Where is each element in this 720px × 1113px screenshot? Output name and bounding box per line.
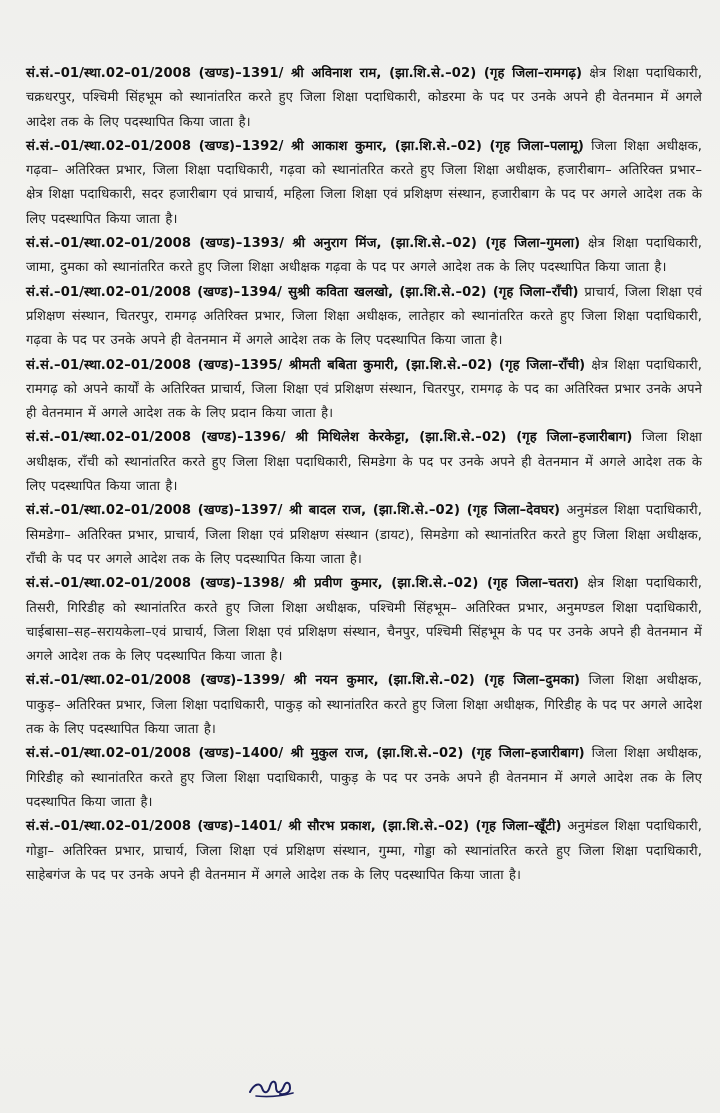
signature-mark (246, 1072, 298, 1100)
order-text: अनुमंडल शिक्षा पदाधिकारी, सिमडेगा– अतिरिक्त प्रभार, प्राचार्य, जिला शिक्षा एवं प्रशिक्षण संस्थान (डायट), सिमडेगा को स्थानांतरित करते हुए जिला शिक्षा अधीक्षक, राँची के पद पर अगले आदेश तक के लिए पदस्थापित किया जाता है। (26, 503, 702, 567)
order-heading: सं.सं.–01/स्था.02–01/2008 (खण्ड)–1392/ श्री आकाश कुमार, (झा.शि.से.–02) (गृह जिला–पलामू) (26, 138, 584, 154)
order-heading: सं.सं.–01/स्था.02–01/2008 (खण्ड)–1401/ श्री सौरभ प्रकाश, (झा.शि.से.–02) (गृह जिला–खूँटी) (26, 819, 562, 835)
order-1391 (26, 62, 702, 135)
order-heading: सं.सं.–01/स्था.02–01/2008 (खण्ड)–1397/ श्री बादल राज, (झा.शि.से.–02) (गृह जिला–देवघर) (26, 503, 561, 519)
order-heading: सं.सं.–01/स्था.02–01/2008 (खण्ड)–1396/ श्री मिथिलेश केरकेट्टा, (झा.शि.से.–02) (गृह जिला–हजारीबाग) (26, 430, 633, 446)
order-1401 (26, 815, 702, 888)
order-1397 (26, 499, 702, 572)
order-text: अनुमंडल शिक्षा पदाधिकारी, गोड्डा– अतिरिक्त प्रभार, प्राचार्य, जिला शिक्षा एवं प्रशिक्षण संस्थान, गुम्मा, गोड्डा को स्थानांतरित करते हुए जिला शिक्षा पदाधिकारी, साहेबगंज के पद पर उनके अपने ही वेतनमान में अगले आदेश तक के लिए पदस्थापित किया जाता है। (26, 819, 703, 883)
order-1392 (26, 135, 702, 232)
order-1395 (26, 354, 702, 427)
order-heading: सं.सं.–01/स्था.02–01/2008 (खण्ड)–1394/ सुश्री कविता खलखो, (झा.शि.से.–02) (गृह जिला–राँची) (26, 284, 579, 300)
order-text: प्राचार्य, जिला शिक्षा एवं प्रशिक्षण संस्थान, चितरपुर, रामगढ़ अतिरिक्त प्रभार, जिला शिक्षा अधीक्षक, लातेहार को स्थानांतरित करते हुए जिला शिक्षा पदाधिकारी, गढ़वा के पद पर उनके अपने ही वेतनमान में अगले आदेश तक के लिए पदस्थापित किया जाता है। (26, 284, 703, 349)
order-text: जिला शिक्षा अधीक्षक, पाकुड़– अतिरिक्त प्रभार, जिला शिक्षा पदाधिकारी, पाकुड़ को स्थानांतरित करते हुए जिला शिक्षा अधीक्षक, गिरिडीह के पद पर अगले आदेश तक के लिए पदस्थापित किया जाता है। (26, 673, 702, 738)
order-1400 (26, 742, 702, 815)
order-1398 (26, 572, 702, 669)
order-heading: सं.सं.–01/स्था.02–01/2008 (खण्ड)–1398/ श्री प्रवीण कुमार, (झा.शि.से.–02) (गृह जिला–चतरा) (26, 576, 580, 592)
order-text: जिला शिक्षा अधीक्षक, राँची को स्थानांतरित करते हुए जिला शिक्षा पदाधिकारी, सिमडेगा के पद पर उनके अपने ही वेतनमान में अगले आदेश तक के लिए पदस्थापित किया जाता है। (26, 430, 703, 495)
order-heading: सं.सं.–01/स्था.02–01/2008 (खण्ड)–1400/ श्री मुकुल राज, (झा.शि.से.–02) (गृह जिला–हजारीबाग) (26, 746, 585, 762)
order-heading: सं.सं.–01/स्था.02–01/2008 (खण्ड)–1391/ श्री अविनाश राम, (झा.शि.से.–02) (गृह जिला–रामगढ़) (26, 66, 583, 81)
order-1399 (26, 669, 702, 742)
order-text: क्षेत्र शिक्षा पदाधिकारी, चक्रधरपुर, पश्चिमी सिंहभूम को स्थानांतरित करते हुए जिला शिक्षा पदाधिकारी, कोडरमा के पद पर उनके अपने ही वेतनमान में अगले आदेश तक के लिए पदस्थापित किया जाता है। (26, 66, 703, 130)
order-1393 (26, 232, 702, 281)
order-text: क्षेत्र शिक्षा पदाधिकारी, रामगढ़ को अपने कार्यों के अतिरिक्त प्राचार्य, जिला शिक्षा एवं प्रशिक्षण संस्थान, चितरपुर, रामगढ़ के पद का अतिरिक्त प्रभार उनके अपने ही वेतनमान में अगले आदेश तक के लिए प्रदान किया जाता है। (26, 357, 703, 422)
order-text: जिला शिक्षा अधीक्षक, गढ़वा– अतिरिक्त प्रभार, जिला शिक्षा पदाधिकारी, गढ़वा को स्थानांतरित करते हुए जिला शिक्षा अधीक्षक, हजारीबाग– अतिरिक्त प्रभार– क्षेत्र शिक्षा पदाधिकारी, सदर हजारीबाग एवं प्राचार्य, महिला जिला शिक्षा एवं प्रशिक्षण संस्थान, हजारीबाग के पद पर अगले आदेश तक के लिए पदस्थापित किया जाता है। (26, 138, 702, 227)
order-1396 (26, 426, 702, 499)
order-heading: सं.सं.–01/स्था.02–01/2008 (खण्ड)–1395/ श्रीमती बबिता कुमारी, (झा.शि.से.–02) (गृह जिला–राँची) (26, 357, 586, 373)
order-text: जिला शिक्षा अधीक्षक, गिरिडीह को स्थानांतरित करते हुए जिला शिक्षा पदाधिकारी, पाकुड़ के पद पर उनके अपने ही वेतनमान में अगले आदेश तक के लिए पदस्थापित किया जाता है। (26, 746, 703, 810)
order-text: क्षेत्र शिक्षा पदाधिकारी, तिसरी, गिरिडीह को स्थानांतरित करते हुए जिला शिक्षा अधीक्षक, पश्चिमी सिंहभूम– अतिरिक्त प्रभार, अनुमण्डल शिक्षा पदाधिकारी, चाईबासा–सह–सरायकेला–एवं प्राचार्य, जिला शिक्षा एवं प्रशिक्षण संस्थान, चैनपुर, पश्चिमी सिंहभूम के पद पर उनके अपने ही वेतनमान में अगले आदेश तक के लिए पदस्थापित किया जाता है। (26, 576, 703, 665)
order-heading: सं.सं.–01/स्था.02–01/2008 (खण्ड)–1393/ श्री अनुराग मिंज, (झा.शि.से.–02) (गृह जिला–गुमला) (26, 236, 581, 252)
order-1394 (26, 281, 702, 354)
order-text: क्षेत्र शिक्षा पदाधिकारी, जामा, दुमका को स्थानांतरित करते हुए जिला शिक्षा अधीक्षक गढ़वा के पद पर अगले आदेश तक के लिए पदस्थापित किया जाता है। (26, 236, 703, 276)
order-heading: सं.सं.–01/स्था.02–01/2008 (खण्ड)–1399/ श्री नयन कुमार, (झा.शि.से.–02) (गृह जिला–दुमका) (26, 673, 581, 689)
